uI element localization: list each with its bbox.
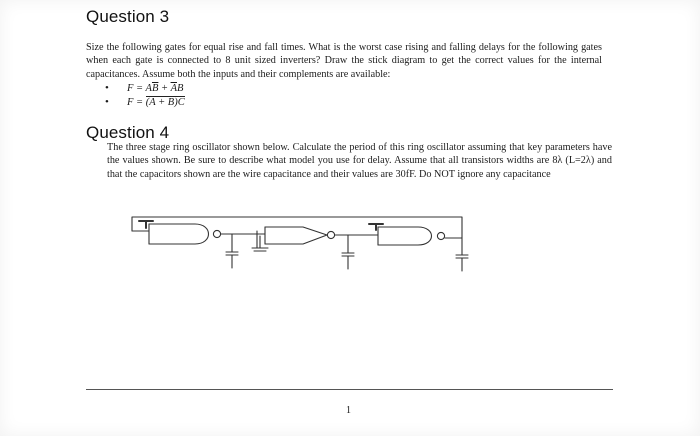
question-4-text: The three stage ring oscillator shown below. Calculate the period of this ring oscillator assuming that key parameters have the values shown. Be sure to describe what model you use for delay. Assume that all transistors widths are 8λ (L=2λ) and that the capacitors shown are the wire capacitance and their values are 30fF. Do NOT ignore any capacitance	[107, 142, 612, 180]
question-3-text: Size the following gates for equal rise and fall times. What is the worst case rising and falling delays for the following gates when each gate is connected to 8 unit sized inverters? Draw the stick diagram to get the correct values for the internal capacitances. Assume both the inputs and their complements are available:	[86, 42, 602, 80]
expression-2-part: F =	[127, 97, 146, 108]
expression-1-part: F = A	[127, 83, 152, 94]
gate-3-nand	[369, 224, 445, 245]
capacitor-2	[335, 235, 378, 269]
page-number: 1	[346, 405, 351, 416]
expression-1	[103, 82, 185, 96]
capacitor-3	[445, 238, 468, 271]
expression-1-part: +	[158, 83, 171, 94]
ring-oscillator-diagram	[120, 200, 480, 280]
expression-2	[103, 96, 185, 110]
gate-1-nand	[132, 221, 221, 244]
expression-1-part: B	[176, 83, 184, 94]
expression-1-overlined: $\overline{A}$	[170, 83, 177, 94]
question-4-heading: Question 4	[86, 123, 170, 142]
question-3-heading: Question 3	[86, 7, 170, 26]
expression-1-overlined: $\overline{B}$	[151, 83, 159, 94]
footer-divider	[86, 389, 613, 390]
expression-2-overlined: (A + B)C	[145, 97, 185, 108]
gate-2-nand	[252, 227, 335, 251]
bullet-icon: •	[105, 96, 109, 108]
bullet-icon: •	[105, 82, 109, 94]
question-3-expressions	[103, 82, 185, 110]
